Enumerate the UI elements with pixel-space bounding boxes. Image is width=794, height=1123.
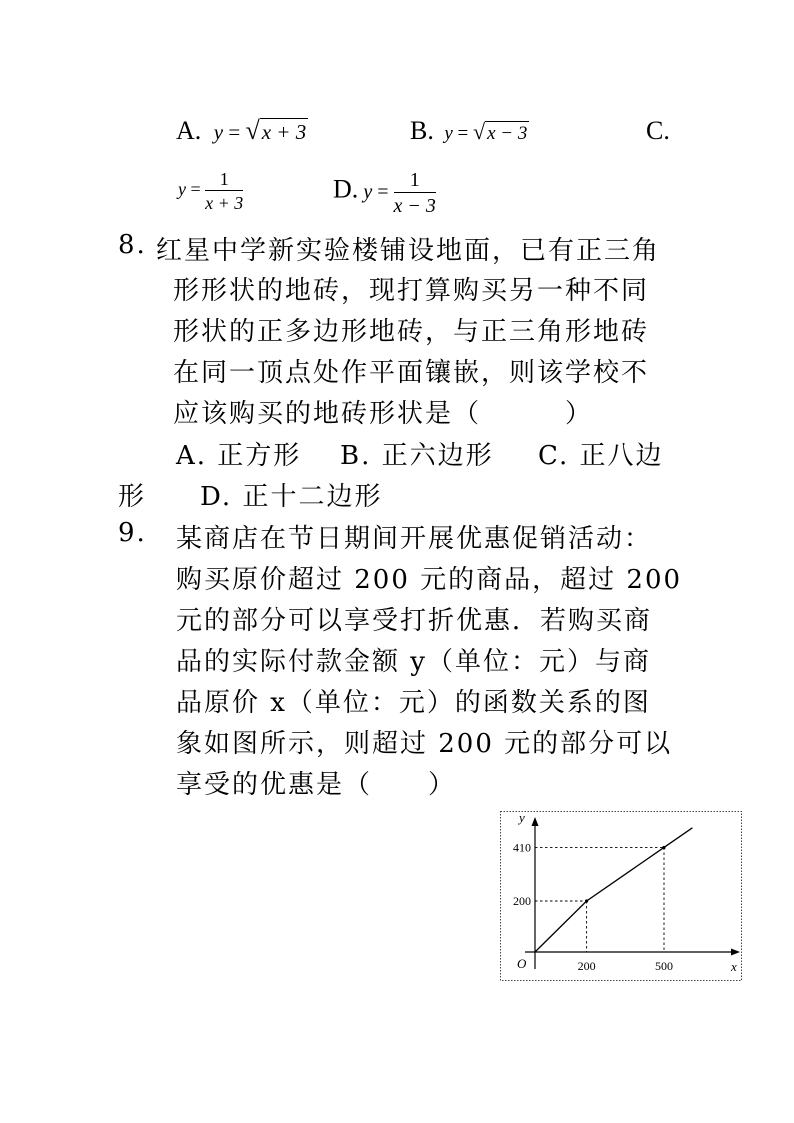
q8-line-2: 形形状的地砖，现打算购买另一种不同 <box>173 276 650 306</box>
math-eq: = <box>377 180 389 203</box>
q9-line-5: 品原价 x（单位：元）的函数关系的图 <box>176 688 651 718</box>
q8-option-c: C. 正八边 <box>538 441 664 471</box>
q9-line-7: 享受的优惠是（ ） <box>176 770 457 800</box>
q9-line-1: 某商店在节日期间开展优惠促销活动： <box>176 524 653 554</box>
q8-line-4: 在同一顶点处作平面镶嵌，则该学校不 <box>173 358 650 388</box>
function-graph <box>500 811 742 981</box>
q9-line-2: 购买原价超过 200 元的商品，超过 200 <box>176 565 683 595</box>
math-radicand: x − 3 <box>487 123 528 144</box>
math-var: y <box>178 179 186 200</box>
q8-option-d: D. 正十二边形 <box>200 482 383 512</box>
x-axis-label: x <box>731 959 737 974</box>
fraction <box>205 170 243 212</box>
q9-line-3: 元的部分可以享受打折优惠．若购买商 <box>176 606 653 636</box>
q7-option-c-label: C. <box>646 116 670 145</box>
graph-frame <box>501 812 742 981</box>
option-label: A. <box>176 116 202 145</box>
data-point <box>662 846 665 849</box>
q7-option-a <box>176 116 308 146</box>
q8-line-1: 红星中学新实验楼铺设地面，已有正三角 <box>156 236 661 266</box>
math-eq: = <box>190 179 201 200</box>
math-var: y <box>363 180 373 203</box>
y-tick-label: 200 <box>513 894 531 908</box>
math-var: y <box>444 123 453 144</box>
q8-option-b: B. 正六边形 <box>340 441 494 471</box>
q9-line-6: 象如图所示，则超过 200 元的部分可以 <box>176 729 673 759</box>
q7-option-c-formula <box>178 170 243 212</box>
q7-option-b <box>410 116 529 146</box>
q8-option-a: A. 正方形 <box>176 441 302 471</box>
q9-line-4: 品的实际付款金额 y（单位：元）与商 <box>176 647 651 677</box>
q8-number: 8. <box>118 230 147 260</box>
math-eq: = <box>457 123 469 144</box>
fraction-numerator: 1 <box>394 170 436 193</box>
q7-option-d <box>333 170 436 216</box>
x-tick-label: 200 <box>577 959 596 973</box>
y-tick-label: 410 <box>513 840 531 855</box>
y-axis-label: y <box>519 811 525 825</box>
q8-line-5: 应该购买的地砖形状是（ ） <box>173 399 594 429</box>
fraction-denominator: x + 3 <box>205 193 244 213</box>
math-eq: = <box>228 120 241 144</box>
q8-line-3: 形状的正多边形地砖，与正三角形地砖 <box>173 317 650 347</box>
q8-option-c-continued: 形 <box>118 482 147 512</box>
option-label: D. <box>333 174 359 204</box>
option-label: B. <box>410 116 434 145</box>
data-point <box>585 899 588 902</box>
math-radicand: x + 3 <box>261 120 307 144</box>
fraction <box>394 170 436 216</box>
q9-number: 9. <box>118 518 147 548</box>
sqrt-icon: √ <box>245 116 260 145</box>
origin-label: O <box>517 956 527 971</box>
x-tick-label: 500 <box>655 959 673 973</box>
fraction-denominator: x − 3 <box>393 195 436 217</box>
sqrt-icon: √ <box>473 119 486 144</box>
fraction-numerator: 1 <box>205 170 243 191</box>
math-var: y <box>213 120 224 144</box>
